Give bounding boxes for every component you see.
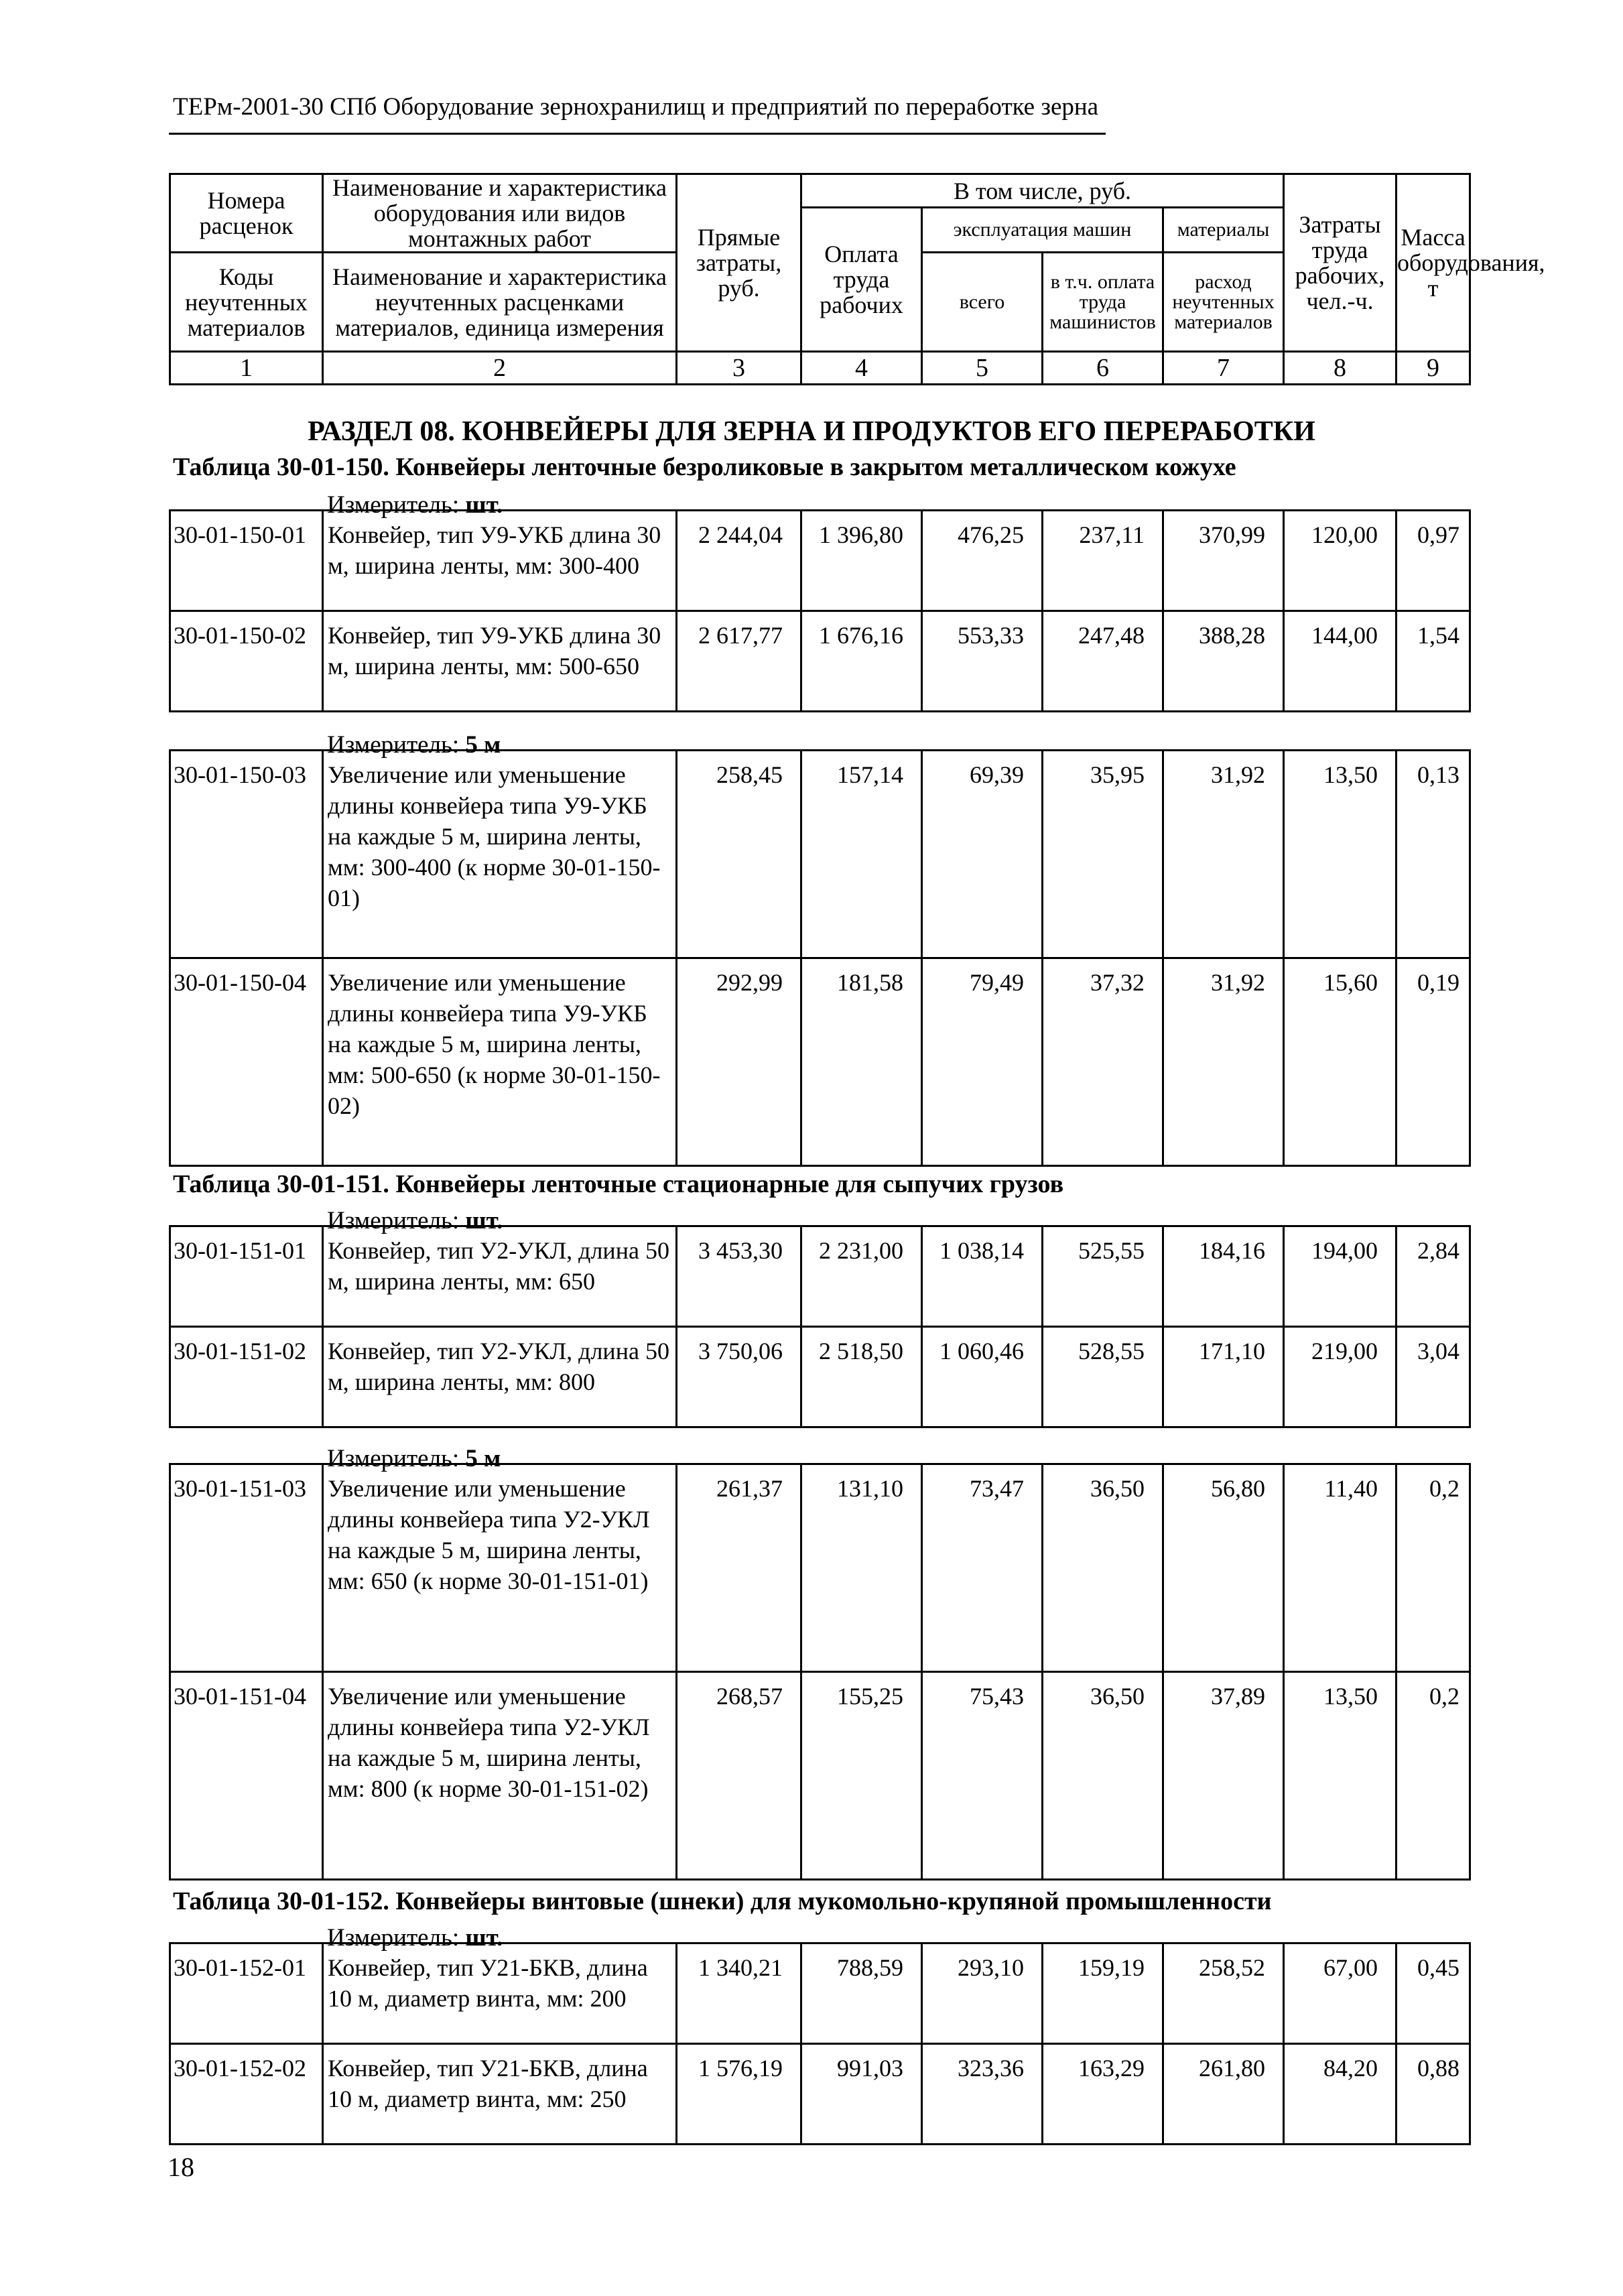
column-number-6: 6 bbox=[1043, 352, 1163, 385]
col9-header: Масса оборудования, т bbox=[1397, 174, 1470, 352]
materials-group-header: материалы bbox=[1163, 208, 1284, 253]
column-number-4: 4 bbox=[801, 352, 922, 385]
table-row bbox=[170, 611, 1470, 712]
value-col-6: 528,55 bbox=[1043, 1327, 1163, 1427]
value-col-3: 268,57 bbox=[677, 1672, 801, 1880]
col1-top-header: Номера расценок bbox=[170, 174, 323, 253]
value-col-8: 11,40 bbox=[1284, 1464, 1397, 1672]
value-col-7: 370,99 bbox=[1163, 511, 1284, 611]
value-col-4: 181,58 bbox=[801, 958, 922, 1166]
value-col-3: 292,99 bbox=[677, 958, 801, 1166]
value-col-5: 1 038,14 bbox=[922, 1226, 1043, 1327]
value-col-6: 237,11 bbox=[1043, 511, 1163, 611]
value-col-5: 476,25 bbox=[922, 511, 1043, 611]
value-col-3: 3 750,06 bbox=[677, 1327, 801, 1427]
column-number-8: 8 bbox=[1284, 352, 1397, 385]
column-number-1: 1 bbox=[170, 352, 323, 385]
value-col-3: 2 617,77 bbox=[677, 611, 801, 712]
work-name: Увеличение или уменьшение длины конвейера типа У9-УКБ на каждые 5 м, ширина ленты, мм: 500-650 (к норме 30-01-150-02) bbox=[323, 958, 677, 1166]
value-col-9: 1,54 bbox=[1397, 611, 1470, 712]
value-col-8: 194,00 bbox=[1284, 1226, 1397, 1327]
table-row bbox=[170, 1464, 1470, 1672]
table-title: Таблица 30-01-152. Конвейеры винтовые (шнеки) для мукомольно-крупяной промышленности bbox=[173, 1887, 1272, 1915]
value-col-6: 37,32 bbox=[1043, 958, 1163, 1166]
value-col-8: 144,00 bbox=[1284, 611, 1397, 712]
value-col-3: 3 453,30 bbox=[677, 1226, 801, 1327]
table-row bbox=[170, 1327, 1470, 1427]
table-row bbox=[170, 958, 1470, 1166]
table-title: Таблица 30-01-150. Конвейеры ленточные безроликовые в закрытом металлическом кожухе bbox=[173, 453, 1236, 481]
value-col-7: 261,80 bbox=[1163, 2044, 1284, 2145]
including-group-header: В том числе, руб. bbox=[801, 174, 1284, 208]
value-col-6: 159,19 bbox=[1043, 1943, 1163, 2044]
col3-header: Прямые затраты, руб. bbox=[677, 174, 801, 352]
header-rule bbox=[169, 133, 1106, 135]
value-col-8: 84,20 bbox=[1284, 2044, 1397, 2145]
measure-label: Измеритель: 5 м bbox=[327, 731, 501, 759]
column-header-table bbox=[169, 173, 1545, 385]
value-col-5: 73,47 bbox=[922, 1464, 1043, 1672]
column-number-3: 3 bbox=[677, 352, 801, 385]
value-col-5: 1 060,46 bbox=[922, 1327, 1043, 1427]
rate-code: 30-01-150-03 bbox=[170, 751, 323, 958]
column-number-row bbox=[170, 352, 1470, 385]
page-number: 18 bbox=[168, 2152, 194, 2182]
value-col-4: 1 396,80 bbox=[801, 511, 922, 611]
value-col-4: 131,10 bbox=[801, 1464, 922, 1672]
col2-top-header: Наименование и характеристика оборудования или видов монтажных работ bbox=[323, 174, 677, 253]
value-col-4: 2 518,50 bbox=[801, 1327, 922, 1427]
value-col-6: 163,29 bbox=[1043, 2044, 1163, 2145]
value-col-6: 525,55 bbox=[1043, 1226, 1163, 1327]
value-col-9: 0,2 bbox=[1397, 1464, 1470, 1672]
value-col-4: 2 231,00 bbox=[801, 1226, 922, 1327]
table-row bbox=[170, 1943, 1470, 2044]
value-col-3: 258,45 bbox=[677, 751, 801, 958]
section-title: РАЗДЕЛ 08. КОНВЕЙЕРЫ ДЛЯ ЗЕРНА И ПРОДУКТОВ ЕГО ПЕРЕРАБОТКИ bbox=[308, 416, 1315, 447]
value-col-5: 293,10 bbox=[922, 1943, 1043, 2044]
rate-code: 30-01-152-01 bbox=[170, 1943, 323, 2044]
running-header: ТЕРм-2001-30 СПб Оборудование зернохранилищ и предприятий по переработке зерна bbox=[173, 93, 1099, 121]
col8-header: Затраты труда рабочих, чел.-ч. bbox=[1284, 174, 1397, 352]
value-col-6: 36,50 bbox=[1043, 1672, 1163, 1880]
column-number-2: 2 bbox=[323, 352, 677, 385]
column-number-7: 7 bbox=[1163, 352, 1284, 385]
rate-code: 30-01-150-01 bbox=[170, 511, 323, 611]
value-col-8: 67,00 bbox=[1284, 1943, 1397, 2044]
value-col-7: 171,10 bbox=[1163, 1327, 1284, 1427]
measure-label: Измеритель: шт. bbox=[327, 1207, 503, 1234]
value-col-4: 788,59 bbox=[801, 1943, 922, 2044]
work-name: Конвейер, тип У2-УКЛ, длина 50 м, ширина ленты, мм: 650 bbox=[323, 1226, 677, 1327]
work-name: Конвейер, тип У21-БКВ, длина 10 м, диаметр винта, мм: 250 bbox=[323, 2044, 677, 2145]
table-row bbox=[170, 2044, 1470, 2145]
value-col-9: 0,2 bbox=[1397, 1672, 1470, 1880]
value-col-7: 388,28 bbox=[1163, 611, 1284, 712]
table-row bbox=[170, 1226, 1470, 1327]
value-col-9: 0,13 bbox=[1397, 751, 1470, 958]
rate-code: 30-01-151-02 bbox=[170, 1327, 323, 1427]
value-col-9: 0,19 bbox=[1397, 958, 1470, 1166]
measure-label: Измеритель: шт. bbox=[327, 1924, 503, 1952]
machines-group-header: эксплуатация машин bbox=[922, 208, 1163, 253]
value-col-7: 31,92 bbox=[1163, 751, 1284, 958]
work-name: Конвейер, тип У2-УКЛ, длина 50 м, ширина ленты, мм: 800 bbox=[323, 1327, 677, 1427]
value-col-3: 1 340,21 bbox=[677, 1943, 801, 2044]
col1-bottom-header: Коды неучтенных материалов bbox=[170, 253, 323, 352]
col6-header: в т.ч. оплата труда машинистов bbox=[1043, 253, 1163, 352]
work-name: Увеличение или уменьшение длины конвейера типа У9-УКБ на каждые 5 м, ширина ленты, мм: 300-400 (к норме 30-01-150-01) bbox=[323, 751, 677, 958]
work-name: Конвейер, тип У21-БКВ, длина 10 м, диаметр винта, мм: 200 bbox=[323, 1943, 677, 2044]
value-col-4: 155,25 bbox=[801, 1672, 922, 1880]
value-col-8: 13,50 bbox=[1284, 751, 1397, 958]
value-col-5: 553,33 bbox=[922, 611, 1043, 712]
value-col-7: 258,52 bbox=[1163, 1943, 1284, 2044]
col7-header: расход неучтенных материалов bbox=[1163, 253, 1284, 352]
work-name: Увеличение или уменьшение длины конвейера типа У2-УКЛ на каждые 5 м, ширина ленты, мм: 650 (к норме 30-01-151-01) bbox=[323, 1464, 677, 1672]
rate-code: 30-01-151-03 bbox=[170, 1464, 323, 1672]
rate-table bbox=[169, 1225, 1471, 1428]
work-name: Увеличение или уменьшение длины конвейера типа У2-УКЛ на каждые 5 м, ширина ленты, мм: 800 (к норме 30-01-151-02) bbox=[323, 1672, 677, 1880]
value-col-7: 56,80 bbox=[1163, 1464, 1284, 1672]
value-col-4: 157,14 bbox=[801, 751, 922, 958]
col2-bottom-header: Наименование и характеристика неучтенных расценками материалов, единица измерения bbox=[323, 253, 677, 352]
table-row bbox=[170, 1672, 1470, 1880]
col4-header: Оплата труда рабочих bbox=[801, 208, 922, 352]
value-col-9: 3,04 bbox=[1397, 1327, 1470, 1427]
measure-label: Измеритель: 5 м bbox=[327, 1445, 501, 1472]
measure-label: Измеритель: шт. bbox=[327, 491, 503, 519]
work-name: Конвейер, тип У9-УКБ длина 30 м, ширина ленты, мм: 300-400 bbox=[323, 511, 677, 611]
rate-code: 30-01-150-04 bbox=[170, 958, 323, 1166]
value-col-6: 247,48 bbox=[1043, 611, 1163, 712]
value-col-8: 13,50 bbox=[1284, 1672, 1397, 1880]
value-col-8: 15,60 bbox=[1284, 958, 1397, 1166]
value-col-4: 1 676,16 bbox=[801, 611, 922, 712]
rate-table bbox=[169, 749, 1471, 1167]
rate-code: 30-01-150-02 bbox=[170, 611, 323, 712]
value-col-5: 75,43 bbox=[922, 1672, 1043, 1880]
value-col-7: 37,89 bbox=[1163, 1672, 1284, 1880]
value-col-5: 69,39 bbox=[922, 751, 1043, 958]
table-title: Таблица 30-01-151. Конвейеры ленточные стационарные для сыпучих грузов bbox=[173, 1170, 1064, 1198]
value-col-9: 2,84 bbox=[1397, 1226, 1470, 1327]
value-col-6: 36,50 bbox=[1043, 1464, 1163, 1672]
value-col-6: 35,95 bbox=[1043, 751, 1163, 958]
value-col-8: 219,00 bbox=[1284, 1327, 1397, 1427]
value-col-7: 184,16 bbox=[1163, 1226, 1284, 1327]
work-name: Конвейер, тип У9-УКБ длина 30 м, ширина ленты, мм: 500-650 bbox=[323, 611, 677, 712]
value-col-7: 31,92 bbox=[1163, 958, 1284, 1166]
value-col-9: 0,88 bbox=[1397, 2044, 1470, 2145]
rate-code: 30-01-152-02 bbox=[170, 2044, 323, 2145]
column-number-9: 9 bbox=[1397, 352, 1470, 385]
rate-table bbox=[169, 1463, 1471, 1880]
value-col-5: 79,49 bbox=[922, 958, 1043, 1166]
rate-code: 30-01-151-04 bbox=[170, 1672, 323, 1880]
rate-code: 30-01-151-01 bbox=[170, 1226, 323, 1327]
rate-table bbox=[169, 509, 1471, 712]
value-col-3: 1 576,19 bbox=[677, 2044, 801, 2145]
value-col-4: 991,03 bbox=[801, 2044, 922, 2145]
table-row bbox=[170, 511, 1470, 611]
col5-header: всего bbox=[922, 253, 1043, 352]
value-col-9: 0,97 bbox=[1397, 511, 1470, 611]
column-number-5: 5 bbox=[922, 352, 1043, 385]
value-col-8: 120,00 bbox=[1284, 511, 1397, 611]
value-col-9: 0,45 bbox=[1397, 1943, 1470, 2044]
value-col-5: 323,36 bbox=[922, 2044, 1043, 2145]
value-col-3: 261,37 bbox=[677, 1464, 801, 1672]
table-row bbox=[170, 751, 1470, 958]
value-col-3: 2 244,04 bbox=[677, 511, 801, 611]
rate-table bbox=[169, 1942, 1471, 2145]
